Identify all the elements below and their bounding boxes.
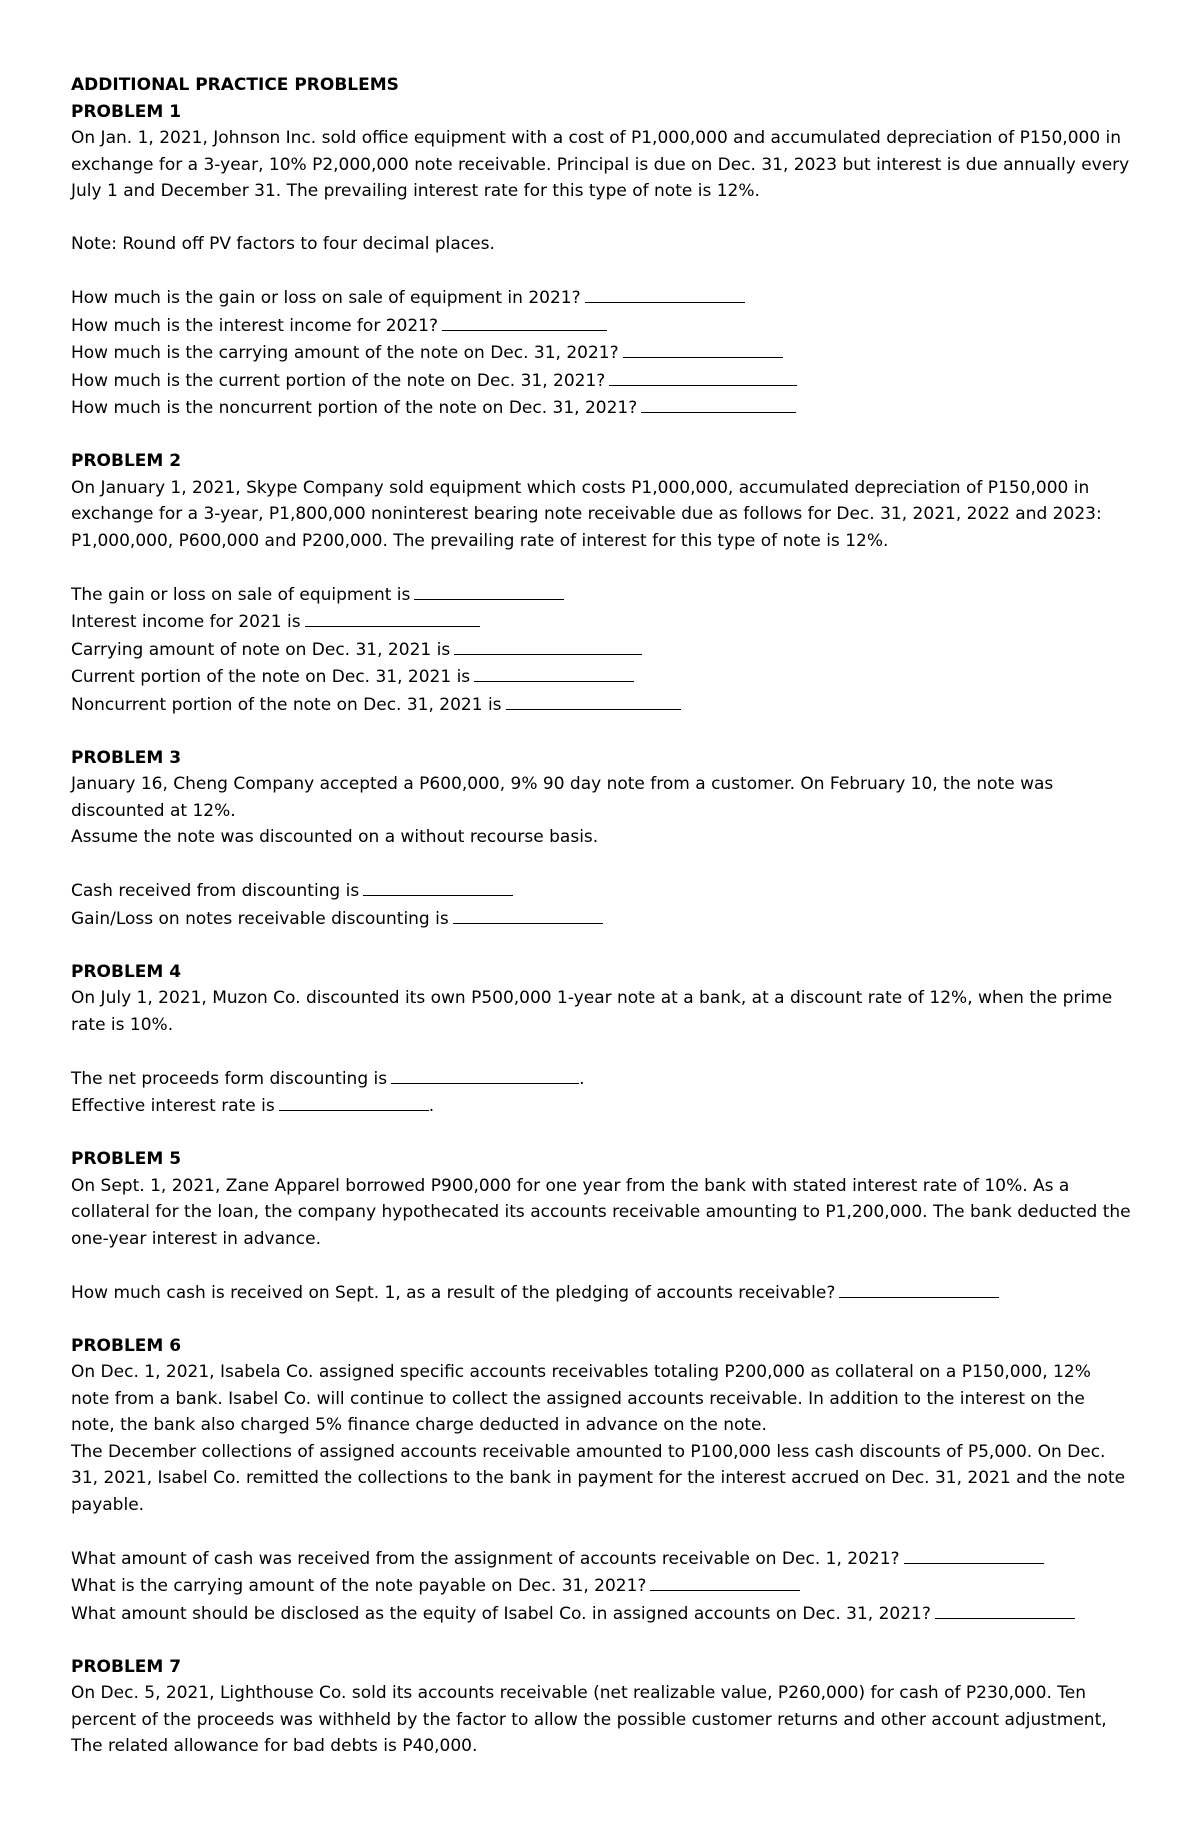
problem-text-2: Assume the note was discounted on a without recourse basis. (71, 827, 599, 847)
problem-1 (71, 99, 1131, 449)
answer-blank[interactable] (391, 1065, 579, 1084)
question-line (71, 394, 1131, 422)
question-line (71, 1092, 1131, 1120)
answer-blank[interactable] (585, 284, 745, 303)
question-line (71, 663, 1131, 691)
question-line (71, 1600, 1131, 1628)
question-text: How much is the current portion of the note on Dec. 31, 2021? (71, 370, 606, 391)
question-line (71, 608, 1131, 636)
answer-blank[interactable] (935, 1600, 1075, 1619)
question-line (71, 877, 1131, 905)
problem-heading: PROBLEM 1 (71, 101, 182, 122)
problem-4 (71, 959, 1131, 1147)
question-text: Interest income for 2021 is (71, 612, 301, 632)
answer-blank[interactable] (453, 905, 603, 924)
answer-blank[interactable] (609, 367, 797, 386)
problem-7 (71, 1654, 1131, 1760)
question-text: What is the carrying amount of the note payable on Dec. 31, 2021? (71, 1576, 647, 1596)
answer-blank[interactable] (414, 581, 564, 600)
problem-heading: PROBLEM 3 (71, 747, 182, 768)
answer-blank[interactable] (506, 691, 681, 710)
problem-heading: PROBLEM 2 (71, 451, 182, 471)
problem-6 (71, 1333, 1131, 1654)
problem-text-2: The December collections of assigned accounts receivable amounted to P100,000 less cash discounts of P5,000. On Dec. 31, 2021, Isabel Co. remitted the collections to the bank in payment for the interest accrued on Dec. 31, 2021 and the note payable. (71, 1441, 1126, 1515)
problem-heading: PROBLEM 5 (71, 1149, 182, 1169)
problem-heading: PROBLEM 7 (71, 1656, 182, 1677)
question-line (71, 1545, 1131, 1573)
question-line (71, 691, 1131, 719)
problem-heading: PROBLEM 4 (71, 961, 182, 982)
problem-text: On Dec. 1, 2021, Isabela Co. assigned specific accounts receivables totaling P200,000 as collateral on a P150,000, 12% note from a bank. Isabel Co. will continue to collect the assigned accounts receivable. In addition to the interest on the note, the bank also charged 5% finance charge deducted in advance on the note. (71, 1362, 1091, 1435)
answer-blank[interactable] (623, 339, 783, 358)
problem-5 (71, 1146, 1131, 1333)
answer-blank[interactable] (474, 663, 634, 682)
problem-heading: PROBLEM 6 (71, 1335, 182, 1356)
problem-text: On Sept. 1, 2021, Zane Apparel borrowed P900,000 for one year from the bank with stated interest rate of 10%. As a collateral for the loan, the company hypothecated its accounts receivable amounting to P1,200,000. The bank deducted the one-year interest in advance. (71, 1175, 1131, 1249)
answer-blank[interactable] (454, 636, 642, 655)
question-text: Carrying amount of note on Dec. 31, 2021 is (71, 639, 451, 660)
question-line (71, 312, 1131, 340)
document-title: ADDITIONAL PRACTICE PROBLEMS (71, 75, 399, 95)
question-text: Gain/Loss on notes receivable discounting is (71, 908, 449, 929)
answer-blank[interactable] (363, 877, 513, 896)
problem-text: On January 1, 2021, Skype Company sold equipment which costs P1,000,000, accumulated depreciation of P150,000 in exchange for a 3-year, P1,800,000 noninterest bearing note receivable due as follows for Dec. 31, 2021, 2022 and 2023: P1,000,000, P600,000 and P200,000. The prevailing rate of interest for this type of note is 12%. (71, 477, 1102, 551)
answer-blank[interactable] (839, 1279, 999, 1298)
problem-2 (71, 448, 1131, 745)
problem-text: On Jan. 1, 2021, Johnson Inc. sold office equipment with a cost of P1,000,000 and accumulated depreciation of P150,000 in exchange for a 3-year, 10% P2,000,000 note receivable. Principal is due on Dec. 31, 2023 but interest is due annually every July 1 and December 31. The prevailing interest rate for this type of note is 12%. (71, 128, 1130, 201)
answer-blank[interactable] (305, 608, 480, 627)
question-line (71, 905, 1131, 933)
question-line (71, 581, 1131, 609)
question-text: Effective interest rate is (71, 1096, 275, 1116)
question-text: Cash received from discounting is (71, 881, 360, 901)
question-text: How much cash is received on Sept. 1, as a result of the pledging of accounts receivable? (71, 1282, 836, 1303)
question-text: What amount of cash was received from the assignment of accounts receivable on Dec. 1, 2021? (71, 1548, 900, 1569)
question-text: How much is the interest income for 2021? (71, 315, 438, 336)
problem-text: On July 1, 2021, Muzon Co. discounted its own P500,000 1-year note at a bank, at a discount rate of 12%, when the prime rate is 10%. (71, 988, 1113, 1035)
question-line (71, 367, 1131, 395)
problem-3 (71, 745, 1131, 959)
question-line (71, 284, 1131, 312)
problem-text: On Dec. 5, 2021, Lighthouse Co. sold its accounts receivable (net realizable value, P260,000) for cash of P230,000. Ten percent of the proceeds was withheld by the factor to allow the possible customer returns and other account adjustment, The related allowance for bad debts is P40,000. (71, 1683, 1107, 1756)
question-suffix: . (428, 1096, 435, 1116)
question-text: How much is the noncurrent portion of the note on Dec. 31, 2021? (71, 398, 638, 418)
question-line (71, 339, 1131, 367)
question-line (71, 636, 1131, 664)
answer-blank[interactable] (650, 1572, 800, 1591)
document-page (71, 72, 1131, 1760)
problem-note: Note: Round off PV factors to four decimal places. (71, 234, 495, 254)
question-text: Current portion of the note on Dec. 31, 2021 is (71, 667, 471, 687)
question-text: How much is the gain or loss on sale of equipment in 2021? (71, 288, 581, 308)
question-text: Noncurrent portion of the note on Dec. 31, 2021 is (71, 694, 502, 715)
question-line (71, 1279, 1131, 1307)
answer-blank[interactable] (442, 312, 607, 331)
question-line (71, 1572, 1131, 1600)
question-text: How much is the carrying amount of the note on Dec. 31, 2021? (71, 343, 619, 363)
question-suffix: . (579, 1068, 585, 1089)
question-line (71, 1065, 1131, 1093)
answer-blank[interactable] (904, 1545, 1044, 1564)
answer-blank[interactable] (641, 394, 796, 413)
question-text: The net proceeds form discounting is (71, 1068, 388, 1089)
answer-blank[interactable] (279, 1092, 429, 1111)
problem-text: January 16, Cheng Company accepted a P600,000, 9% 90 day note from a customer. On February 10, the note was discounted at 12%. (71, 774, 1054, 821)
question-text: What amount should be disclosed as the equity of Isabel Co. in assigned accounts on Dec. 31, 2021? (71, 1603, 931, 1624)
question-text: The gain or loss on sale of equipment is (71, 584, 411, 605)
